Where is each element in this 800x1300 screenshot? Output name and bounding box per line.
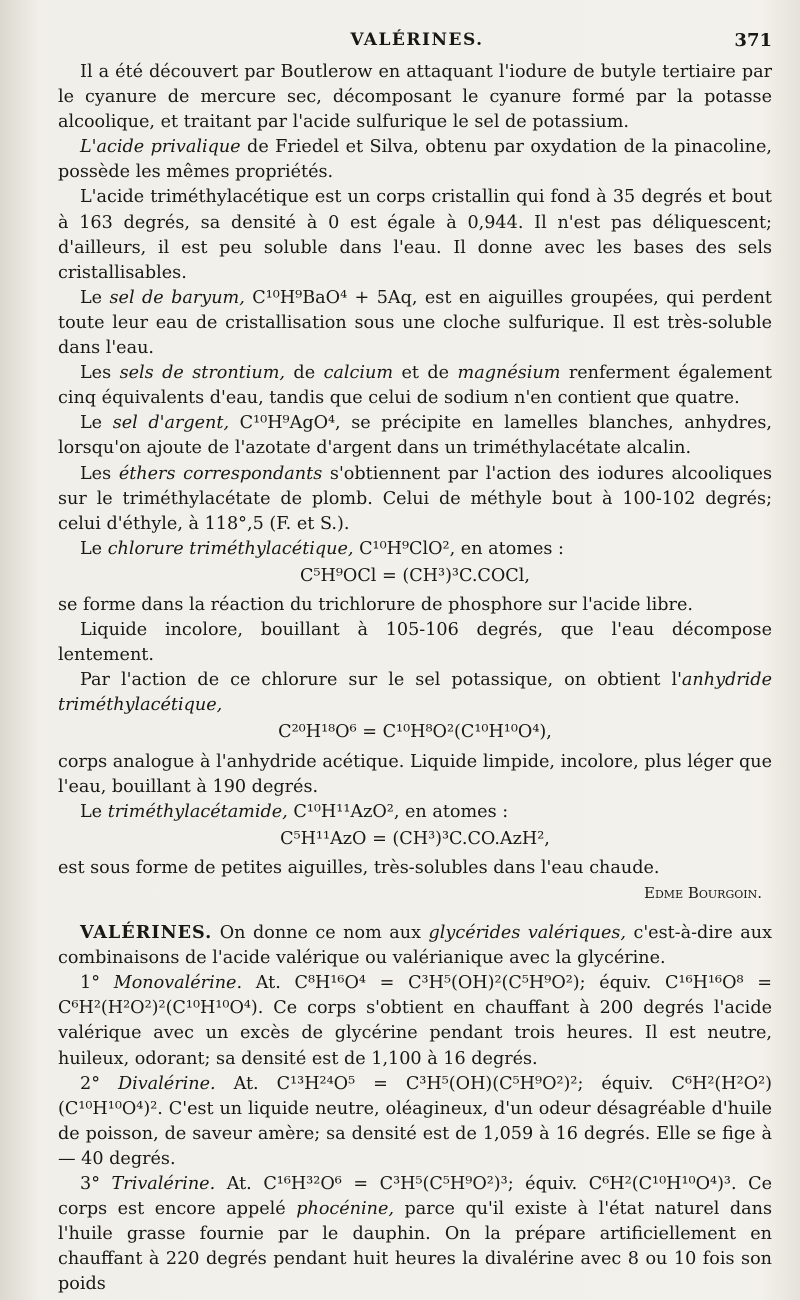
paragraph-monovalerine <box>58 971 772 1071</box>
italic-term: Divalérine. <box>118 1073 216 1094</box>
paragraph-acide-privalique <box>58 135 772 185</box>
text-run: C²⁰H¹⁸O⁶ = C¹⁰H⁸O²(C¹⁰H¹⁰O⁴), <box>278 722 552 743</box>
text-run: Les <box>80 363 120 384</box>
text-run: Le <box>80 413 113 434</box>
text-run: s'obtiennent par l'action des iodures alcooliques sur le triméthylacétate de plomb. Celui de méthyle bout à 100-102 degrés; celui d'éthyle, à 118°,5 (F. et S.). <box>58 463 772 534</box>
text-run: de Friedel et Silva, obtenu par oxydation de la pinacoline, possède les mêmes propriétés. <box>58 137 773 183</box>
text-run: Le <box>80 801 108 822</box>
text-run: C¹⁰H⁹BaO⁴ + 5Aq, est en aiguilles groupées, qui perdent toute leur eau de cristallisation sous une cloche sulfurique. Il est très-soluble dans l'eau. <box>58 287 772 359</box>
italic-term: L'acide privalique <box>80 137 241 158</box>
text-run: c'est-à-dire aux combinaisons de l'acide valérique ou valérianique avec la glycérine. <box>58 923 772 969</box>
formula-anhydride <box>58 720 772 745</box>
text-run: et de <box>393 363 458 384</box>
italic-term: Monovalérine. <box>113 973 243 994</box>
paragraph-sel-de-baryum <box>58 286 772 361</box>
paragraph-valerines <box>58 920 772 971</box>
italic-term: sel d'argent, <box>112 413 230 434</box>
text-run: C¹⁰H⁹ClO², en atomes : <box>353 538 564 559</box>
section-heading: VALÉRINES. <box>80 922 213 944</box>
paragraph-sel-d-argent <box>58 411 772 461</box>
paragraph-trichlorure <box>58 593 772 618</box>
italic-term: magnésium <box>457 363 561 384</box>
paragraph-divalerine <box>58 1072 772 1172</box>
paragraph-trimethylacetamide <box>58 800 772 825</box>
text-run: renferment également cinq équivalents d'eau, tandis que celui de sodium n'en contient que quatre. <box>58 363 772 409</box>
formula-chlorure <box>58 564 772 589</box>
italic-term: chlorure triméthylacétique, <box>107 538 354 559</box>
text-run: parce qu'il existe à l'état naturel dans l'huile grasse fournie par le dauphin. On la prépare artificiellement en chauffant à 220 degrés pendant huit heures la divalérine avec 8 ou 10 fois son poids <box>58 1199 772 1295</box>
text-run: C⁵H¹¹AzO = (CH³)³C.CO.AzH², <box>280 828 550 849</box>
text-run: C¹⁰H⁹AgO⁴, se précipite en lamelles blanches, anhydres, lorsqu'on ajoute de l'azotate d'argent dans un triméthylacétate alcalin. <box>58 413 772 459</box>
paragraph-chlorure <box>58 537 772 562</box>
text-run: Les <box>80 463 119 484</box>
text-run: Le <box>80 287 110 308</box>
paragraph-liquide-incolore <box>58 618 772 668</box>
paragraph-sels-strontium <box>58 361 772 411</box>
italic-term: sels de strontium, <box>119 363 285 384</box>
text-run: Par l'action de ce chlorure sur le sel potassique, on obtient l' <box>80 670 682 691</box>
text-run: Il a été découvert par Boutlerow en attaquant l'iodure de butyle tertiaire par le cyanure de mercure sec, décomposant le cyanure formé par la potasse alcoolique, et traitant par l'acide sulfurique le sel de potassium. <box>58 62 772 133</box>
text-run: est sous forme de petites aiguilles, très-solubles dans l'eau chaude. <box>58 857 660 878</box>
page-number: 371 <box>734 30 772 51</box>
paragraph-ethers <box>58 462 772 537</box>
italic-term: phocénine, <box>296 1199 394 1220</box>
text-run: de <box>284 363 324 384</box>
text-run: 2° <box>80 1073 118 1094</box>
text-run: On donne ce nom aux <box>212 923 429 944</box>
text-run: L'acide triméthylacétique est un corps cristallin qui fond à 35 degrés et bout à 163 degrés, sa densité à 0 est égale à 0,944. Il n'est pas déliquescent; d'ailleurs, il est peu soluble dans l'eau. Il donne avec les bases des sels cristallisables. <box>58 187 772 283</box>
text-run: se forme dans la réaction du trichlorure de phosphore sur l'acide libre. <box>58 594 693 615</box>
text-run: Edme Bourgoin. <box>644 884 762 902</box>
text-run: Le <box>80 538 108 559</box>
italic-term: triméthylacétamide, <box>107 801 288 822</box>
page-body <box>58 60 772 1298</box>
paragraph-trivalerine <box>58 1172 772 1297</box>
text-run: At. C⁸H¹⁶O⁴ = C³H⁵(OH)²(C⁵H⁹O²); équiv. C¹⁶H¹⁶O⁸ = C⁶H²(H²O²)²(C¹⁰H¹⁰O⁴). Ce corps s'obtient en chauffant à 200 degrés l'acide valérique avec un excès de glycérine pendant trois heures. Il est neutre, huileux, odorant; sa densité est de 1,100 à 16 degrés. <box>58 973 772 1069</box>
italic-term: glycérides valériques, <box>428 923 626 944</box>
paragraph-boutlerow <box>58 60 772 135</box>
text-run: At. C¹⁶H³²O⁶ = C³H⁵(C⁵H⁹O²)³; équiv. C⁶H²(C¹⁰H¹⁰O⁴)³. Ce corps est encore appelé <box>58 1174 772 1220</box>
paragraph-anhydride <box>58 668 772 718</box>
formula-trimethylacetamide <box>58 827 772 852</box>
paragraph-aiguilles <box>58 856 772 881</box>
italic-term: sel de baryum, <box>109 287 245 308</box>
page-header <box>60 30 774 54</box>
text-run: 3° <box>80 1174 112 1195</box>
text-run: At. C¹³H²⁴O⁵ = C³H⁵(OH)(C⁵H⁹O²)²; équiv. C⁶H²(H²O²) (C¹⁰H¹⁰O⁴)². C'est un liquide neutre, oléagineux, d'un odeur désagréable d'huile de poisson, de saveur amère; sa densité est de 1,059 à 16 degrés. Elle se fige à — 40 degrés. <box>58 1073 772 1169</box>
text-run: corps analogue à l'anhydride acétique. Liquide limpide, incolore, plus léger que l'eau, bouillant à 190 degrés. <box>58 751 772 797</box>
italic-term: éthers correspondants <box>118 463 323 484</box>
paragraph-corps-analogue <box>58 750 772 800</box>
running-title: VALÉRINES. <box>350 30 484 50</box>
author-signature <box>58 881 762 906</box>
text-run: C⁵H⁹OCl = (CH³)³C.COCl, <box>300 565 530 586</box>
italic-term: anhydride triméthylacétique, <box>58 670 772 716</box>
italic-term: calcium <box>323 363 394 384</box>
text-run: C¹⁰H¹¹AzO², en atomes : <box>287 801 509 822</box>
paragraph-acide-trimethylacetique <box>58 185 772 285</box>
text-run: Liquide incolore, bouillant à 105-106 degrés, que l'eau décompose lentement. <box>58 620 772 666</box>
italic-term: Trivalérine. <box>111 1174 216 1195</box>
text-run: 1° <box>80 973 114 994</box>
